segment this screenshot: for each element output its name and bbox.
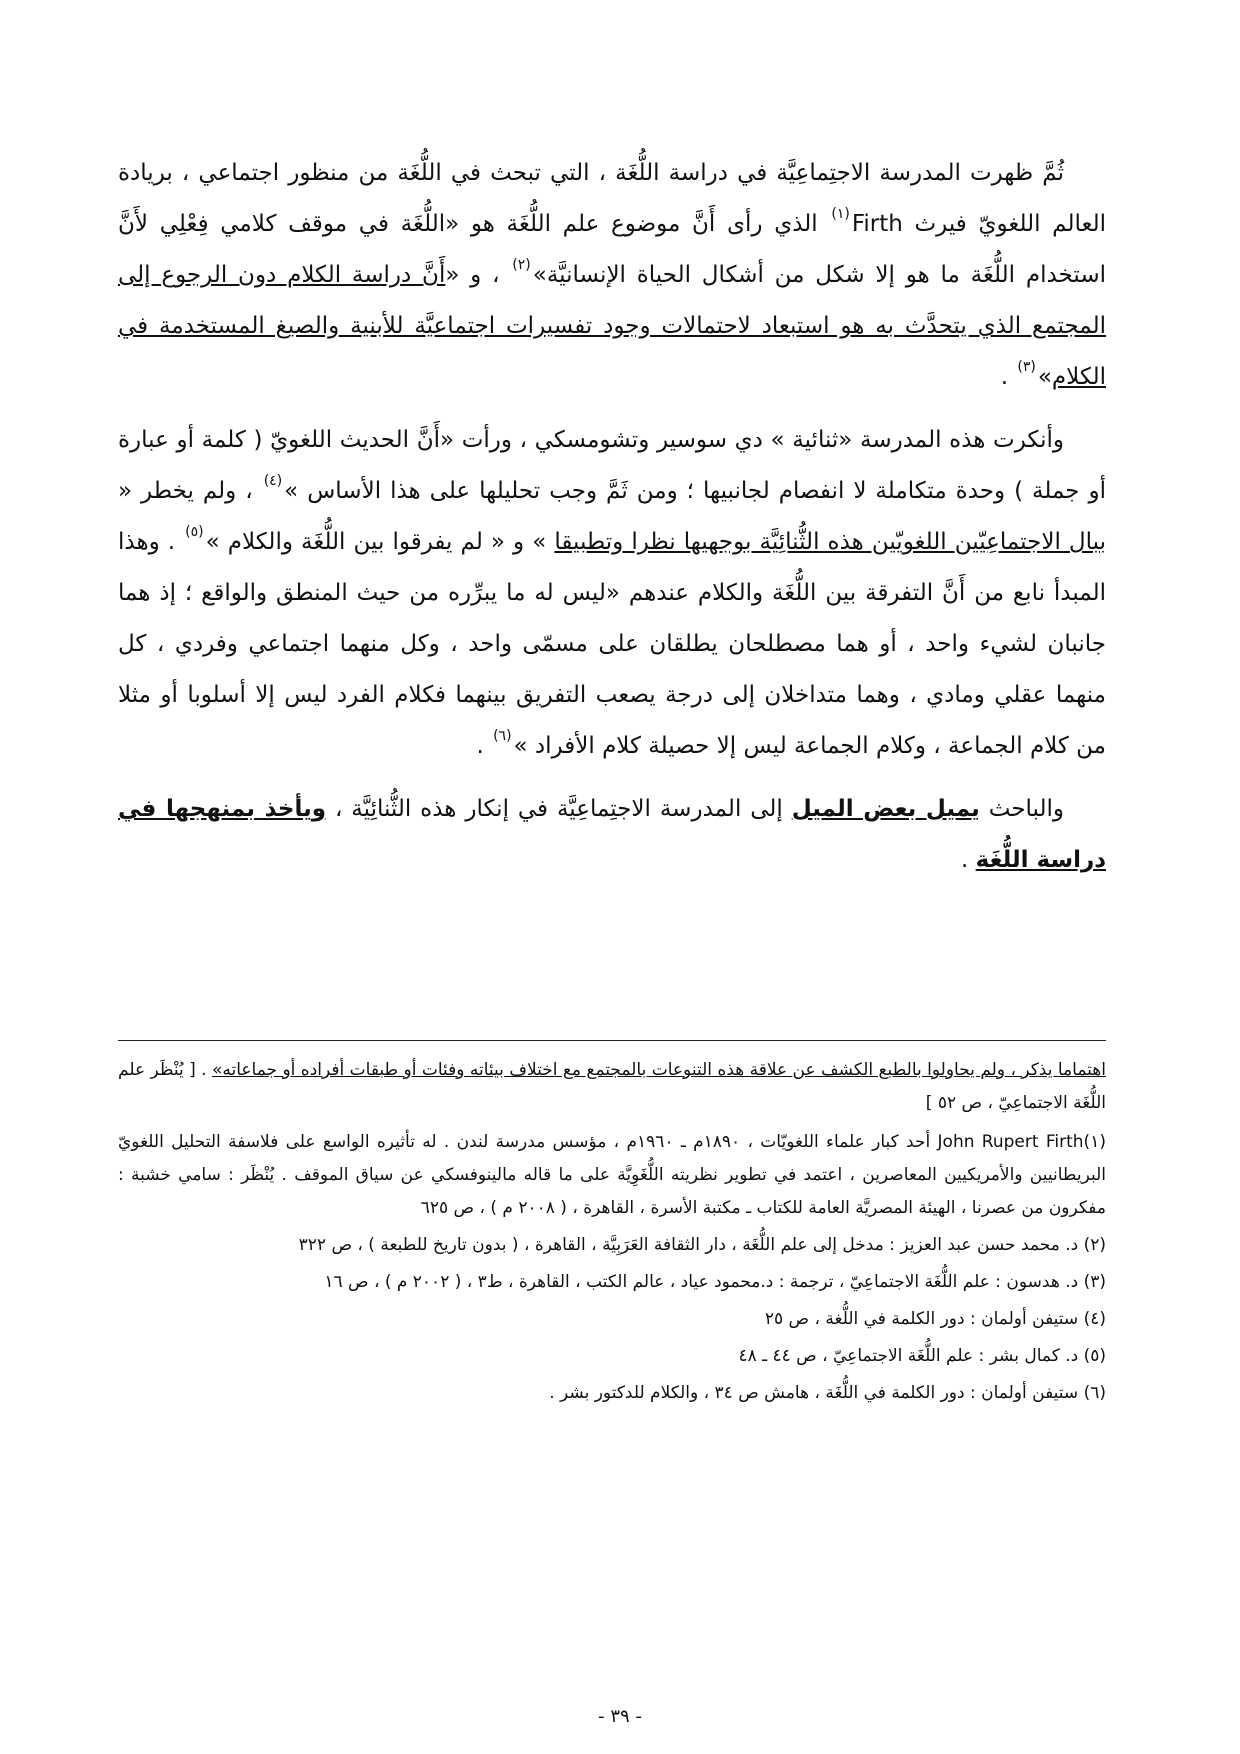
text-run: إلى المدرسة الاجتِماعِيَّة في إنكار هذه الثُّنائِيَّة ، — [326, 796, 792, 822]
footnote-4: (٤) ستيفن أولمان : دور الكلمة في اللُّغة ، ص ٢٥ — [764, 1309, 1106, 1329]
footnote-continuation-underlined: اهتماما يذكر ، ولم يحاولوا بالطبع الكشف عن علاقة هذه التنوعات بالمجتمع مع اختلاف بيئاته وفئات أو طبقات أفراده أو جماعاته» — [211, 1060, 1106, 1080]
paragraph-2 — [118, 415, 1106, 772]
text-run: . [ يُنْظَر علم اللُّغَة الاجتماعِيّ ، ص ٥٢ ] — [118, 1060, 1106, 1113]
footnote-name: John Rupert Firth — [937, 1132, 1084, 1152]
footnote-1 — [118, 1126, 1106, 1225]
underlined-quote: ببال الاجتماعِيّين اللغويّين هذه الثُّنائِيَّة بوجهيها نظرا وتطبيقا — [554, 529, 1106, 555]
page-number: - ٣٩ - — [598, 1706, 642, 1727]
footnote-separator — [118, 1040, 1106, 1041]
text-run: . — [476, 733, 492, 759]
text-run: والباحث — [979, 796, 1065, 822]
footnote-2: (٢) د. محمد حسن عبد العزيز : مدخل إلى علم اللُّغَة ، دار الثقافة العَرَبِيَّة ، القاهرة ، ( بدون تاريخ للطبعة ) ، ص ٣٢٢ — [298, 1235, 1106, 1255]
text-run: وأنكرت هذه المدرسة «ثنائية » دي سوسير وتشومسكي ، ورأت «أَنَّ الحديث اللغويّ ( كلمة أو عبارة أو جملة ) وحدة متكاملة لا انفصام لجانبيها ؛ ومن ثَمَّ وجب تحليلها على هذا الأساس » — [118, 427, 1106, 504]
text-run: ، و « — [445, 262, 511, 288]
footnotes — [118, 1054, 1106, 1414]
text-run: أحد كبار علماء اللغويّات ، ١٨٩٠م ـ ١٩٦٠م ، مؤسس مدرسة لندن . له تأثيره الواسع على فلاسفة التحليل اللغويّ البريطانيين والأمريكيين المعاصرين ، اعتمد في تطوير نظريته اللُّغَوِيَّة على ما قاله مالينوفسكي عن سياق الموقف . يُنْظَر : سامي خشبة : مفكرون من عصرنا ، الهيئة المصريَّة العامة للكتاب ـ مكتبة الأسرة ، القاهرة ، ( ٢٠٠٨ م ) ، ص ٦٢٥ — [118, 1132, 1106, 1218]
footnote-label: (١) — [1083, 1132, 1106, 1152]
footnote-5: (٥) د. كمال بشر : علم اللُّغَة الاجتماعِيّ ، ص ٤٤ ـ ٤٨ — [738, 1346, 1106, 1366]
text-run: ثُمَّ ظهرت المدرسة الاجتِماعِيَّة في دراسة اللُّغَة ، التي تبحث في اللُّغَة من منظور اجتماعي ، بريادة العالم اللغويّ فيرث Firth — [118, 160, 1106, 237]
text-run: . وهذا المبدأ نابع من أَنَّ التفرقة بين اللُّغَة والكلام عندهم «ليس له ما يبرِّره من حيث المنطق والواقع ؛ إذ هما جانبان لشيء واحد ، أو هما مصطلحان يطلقان على مسمّى واحد ، وكل منهما اجتماعي وفردي ، كل منهما عقلي ومادي ، وهما متداخلان إلى درجة يصعب التفريق بينهما فكلام الفرد ليس إلا أسلوبا أو مثلا من كلام الجماعة ، وكلام الجماعة ليس إلا حصيلة كلام الأفراد » — [118, 529, 1106, 759]
footnote-ref-6: (٦) — [493, 728, 512, 745]
footnote-ref-2: (٢) — [512, 257, 531, 274]
underlined-quote: أَنَّ دراسة الكلام دون الرجوع إلى المجتمع الذي يتحدَّث به هو استبعاد لاحتمالات وجود تفسيرات اجتماعيَّة للأبنية والصيغ المستخدمة في الكلام — [118, 262, 1106, 390]
paragraph-3 — [118, 784, 1106, 886]
main-text — [118, 148, 1106, 886]
text-run: » و « لم يفرقوا بين اللُّغَة والكلام » — [205, 529, 555, 555]
footnote-ref-4: (٤) — [263, 473, 283, 490]
footnote-ref-3: (٣) — [1017, 359, 1036, 376]
footnote-3: (٣) د. هدسون : علم اللُّغَة الاجتماعِيّ ، ترجمة : د.محمود عياد ، عالم الكتب ، القاهرة ، ط٣ ، ( ٢٠٠٢ م ) ، ص ١٦ — [324, 1272, 1106, 1292]
text-run: . — [961, 847, 976, 873]
footnote-ref-5: (٥) — [185, 524, 204, 541]
emphasis-phrase: يميل بعض الميل — [791, 796, 980, 822]
text-run: . — [1000, 364, 1016, 390]
footnote-continuation — [118, 1054, 1106, 1120]
footnote-ref-1: (١) — [831, 206, 850, 223]
text-run: الذي رأى أَنَّ موضوع علم اللُّغَة هو «اللُّغَة في موقف كلامي فِعْلِي لأَنَّ استخدام اللُّغَة ما هو إلا شكل من أشكال الحياة الإنسانيَّة» — [118, 211, 1106, 288]
paragraph-1 — [118, 148, 1106, 403]
emphasis-phrase: ويأخذ بمنهجها في دراسة اللُّغَة — [118, 796, 1106, 873]
footnote-6: (٦) ستيفن أولمان : دور الكلمة في اللُّغَة ، هامش ص ٣٤ ، والكلام للدكتور بشر . — [549, 1383, 1106, 1403]
text-run: ، ولم يخطر « — [118, 478, 262, 504]
text-run: » — [1037, 364, 1052, 390]
